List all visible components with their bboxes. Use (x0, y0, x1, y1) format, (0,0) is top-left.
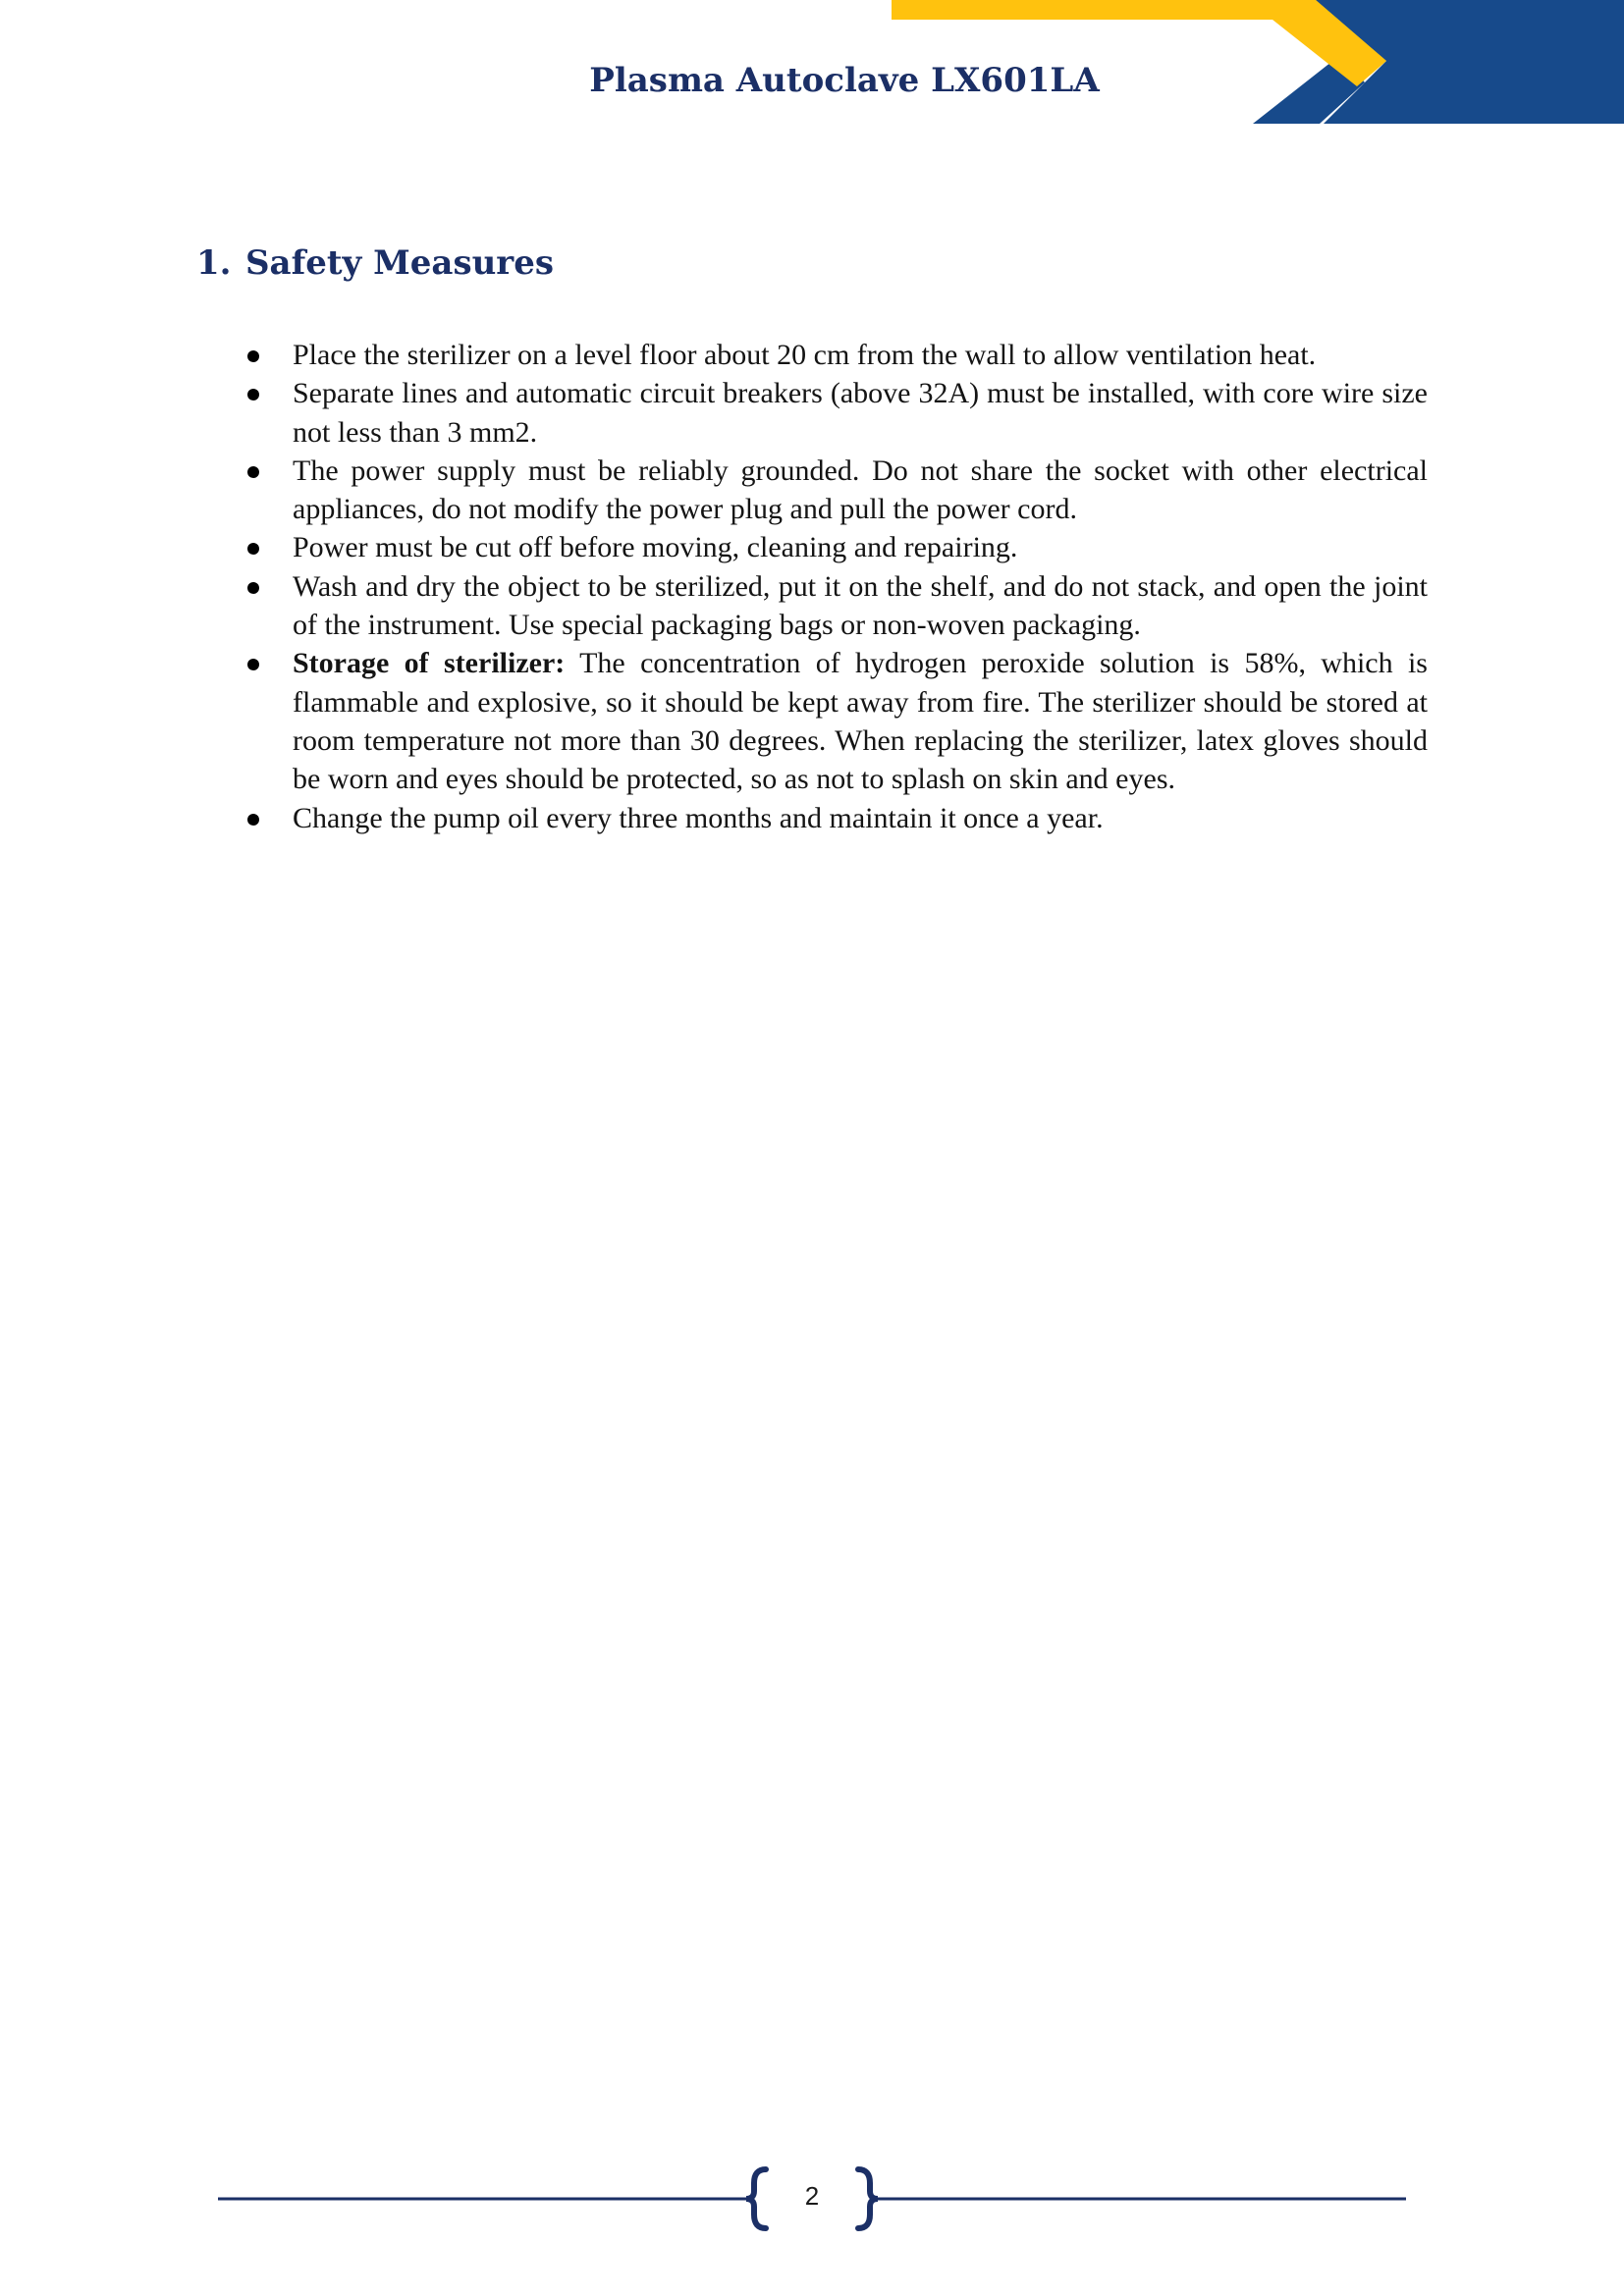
bullet-icon (247, 814, 259, 826)
list-item (244, 452, 1428, 529)
item-lead: Storage of sterilizer: (293, 647, 566, 680)
section-number: 1. (196, 243, 232, 283)
item-text: The power supply must be reliably grounded. Do not share the socket with other electrical appliances, do not modify the power plug and pull the power cord. (293, 454, 1428, 526)
bullet-icon (247, 389, 259, 400)
item-text: Wash and dry the object to be sterilized, put it on the shelf, and do not stack, and open the joint of the instrument. Use special packaging bags or non-woven packaging. (293, 569, 1428, 642)
footer-left-brace-icon (746, 2169, 766, 2228)
section-heading (196, 243, 554, 283)
item-text: The concentration of hydrogen peroxide solution is 58%, which is flammable and explosive, so it should be kept away from fire. The sterilizer should be stored at room temperature not more than 30 degrees. When replacing the sterilizer, latex gloves should be worn and eyes should be protected, so as not to splash on skin and eyes. (293, 647, 1428, 796)
bullet-icon (247, 543, 259, 555)
bullet-icon (247, 466, 259, 478)
footer-right-brace-icon (858, 2169, 878, 2228)
bullet-icon (247, 582, 259, 594)
safety-measures-list (244, 336, 1428, 837)
item-text: Power must be cut off before moving, cleaning and repairing. (293, 531, 1018, 564)
list-item (244, 336, 1428, 374)
item-text: Place the sterilizer on a level floor about 20 cm from the wall to allow ventilation heat. (293, 339, 1317, 371)
list-item (244, 567, 1428, 645)
list-item (244, 374, 1428, 452)
item-text: Change the pump oil every three months and maintain it once a year. (293, 801, 1104, 834)
bullet-icon (247, 350, 259, 362)
list-item (244, 644, 1428, 798)
list-item (244, 528, 1428, 566)
item-text: Separate lines and automatic circuit breakers (above 32A) must be installed, with core wire size not less than 3 mm2. (293, 377, 1428, 449)
page-number: 2 (804, 2181, 820, 2211)
section-title: Safety Measures (245, 243, 554, 283)
list-item (244, 799, 1428, 837)
bullet-icon (247, 659, 259, 670)
document-title: Plasma Autoclave LX601LA (589, 61, 1100, 100)
